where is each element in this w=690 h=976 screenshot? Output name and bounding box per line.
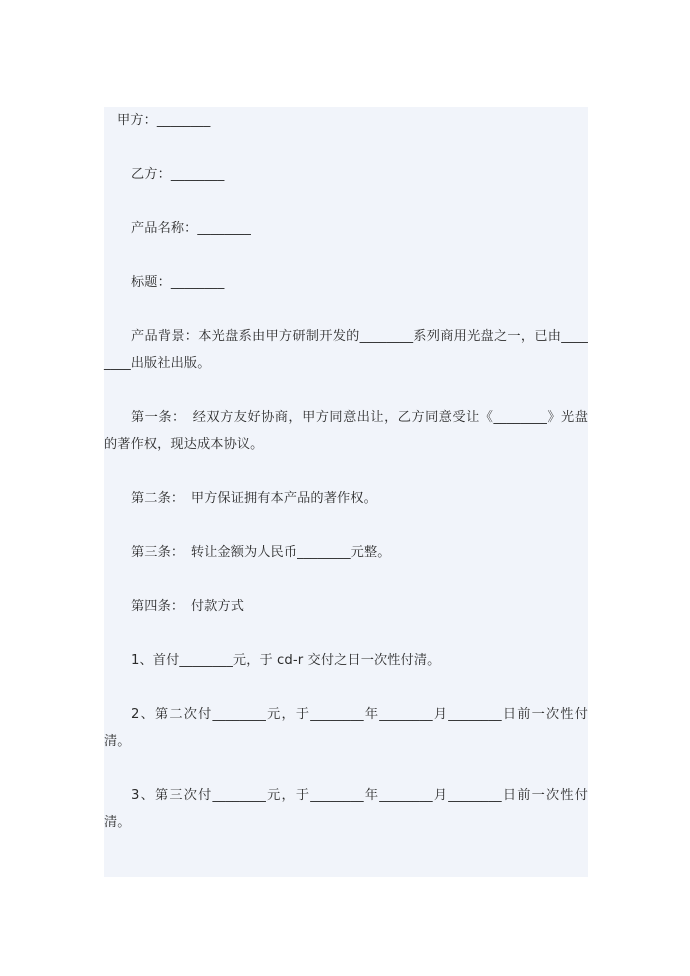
paragraph-product-background: 产品背景：本光盘系由甲方研制开发的________系列商用光盘之一，已由________出版社出版。 (104, 329, 588, 371)
clause-3: 第三条： 转让金额为人民币________元整。 (131, 545, 391, 560)
payment-item-3: 3、第三次付________元，于________年________月________日前一次性付清。 (104, 788, 588, 830)
field-party-b: 乙方：________ (131, 167, 225, 182)
document-content-block (104, 107, 588, 877)
field-party-a: 甲方：________ (117, 113, 211, 128)
clause-4: 第四条： 付款方式 (131, 599, 244, 614)
clause-2: 第二条： 甲方保证拥有本产品的著作权。 (131, 491, 377, 506)
clause-1: 第一条： 经双方友好协商，甲方同意出让，乙方同意受让《________》光盘的著作权，现达成本协议。 (104, 410, 588, 452)
field-product-name: 产品名称：________ (131, 221, 251, 236)
payment-item-2: 2、第二次付________元，于________年________月________日前一次性付清。 (104, 707, 588, 749)
payment-item-1: 1、首付________元，于 cd-r 交付之日一次性付清。 (131, 653, 441, 668)
field-title: 标题：________ (131, 275, 225, 290)
